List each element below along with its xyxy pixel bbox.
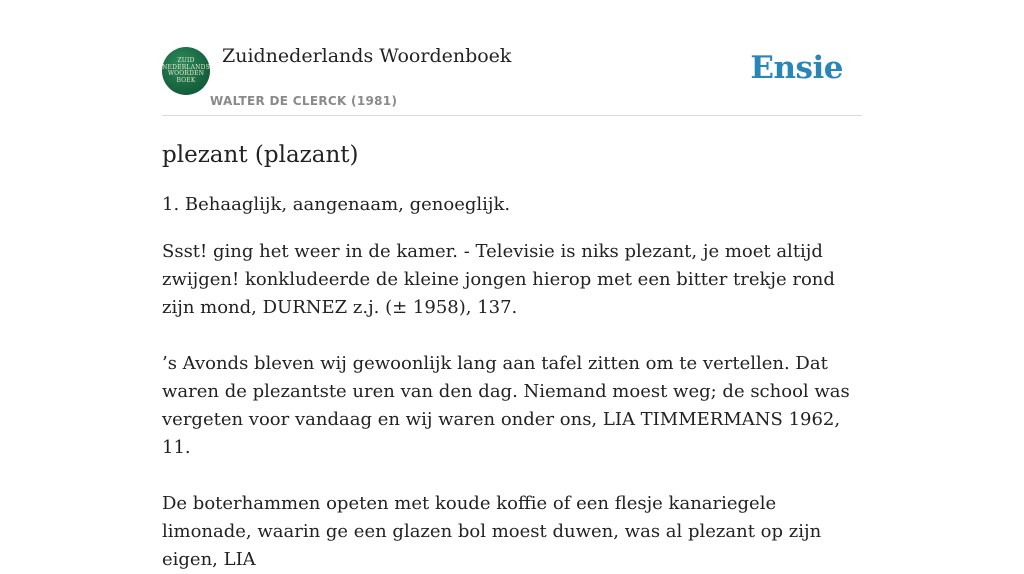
logo-line: WOORDEN — [167, 70, 205, 77]
entry-headword: plezant (plazant) — [162, 142, 359, 168]
entry-quote: De boterhammen opeten met koude koffie of een flesje kanariegele limonade, waarin ge een glazen bol moest duwen, was al plezant op zijn eigen, LIA — [162, 493, 822, 570]
book-cover-logo[interactable] — [162, 47, 210, 95]
logo-line: BOEK — [176, 76, 196, 84]
entry-content — [162, 116, 862, 574]
page — [162, 0, 862, 574]
entry-quote: Ssst! ging het weer in de kamer. - Televisie is niks plezant, je moet altijd zwijgen! konkludeerde de kleine jongen hierop met een bitter trekje rond zijn mond, DURNEZ z.j. (± 1958), 137. — [162, 241, 835, 318]
header — [162, 0, 862, 116]
ensie-logo-link[interactable]: Ensie — [750, 50, 843, 86]
book-author: WALTER DE CLERCK (1981) — [210, 94, 398, 108]
entry-quote: ’s Avonds bleven wij gewoonlijk lang aan tafel zitten om te vertellen. Dat waren de plezantste uren van den dag. Niemand moest weg; de school was vergeten voor vandaag en wij waren onder ons, LIA TIMMERMANS 1962, 11. — [162, 353, 850, 458]
logo-line: ZUID — [177, 57, 195, 64]
entry-definition: 1. Behaaglijk, aangenaam, genoeglijk. — [162, 194, 511, 215]
book-title[interactable]: Zuidnederlands Woordenboek — [222, 45, 512, 67]
logo-line: NEDERLANDS — [162, 63, 210, 71]
